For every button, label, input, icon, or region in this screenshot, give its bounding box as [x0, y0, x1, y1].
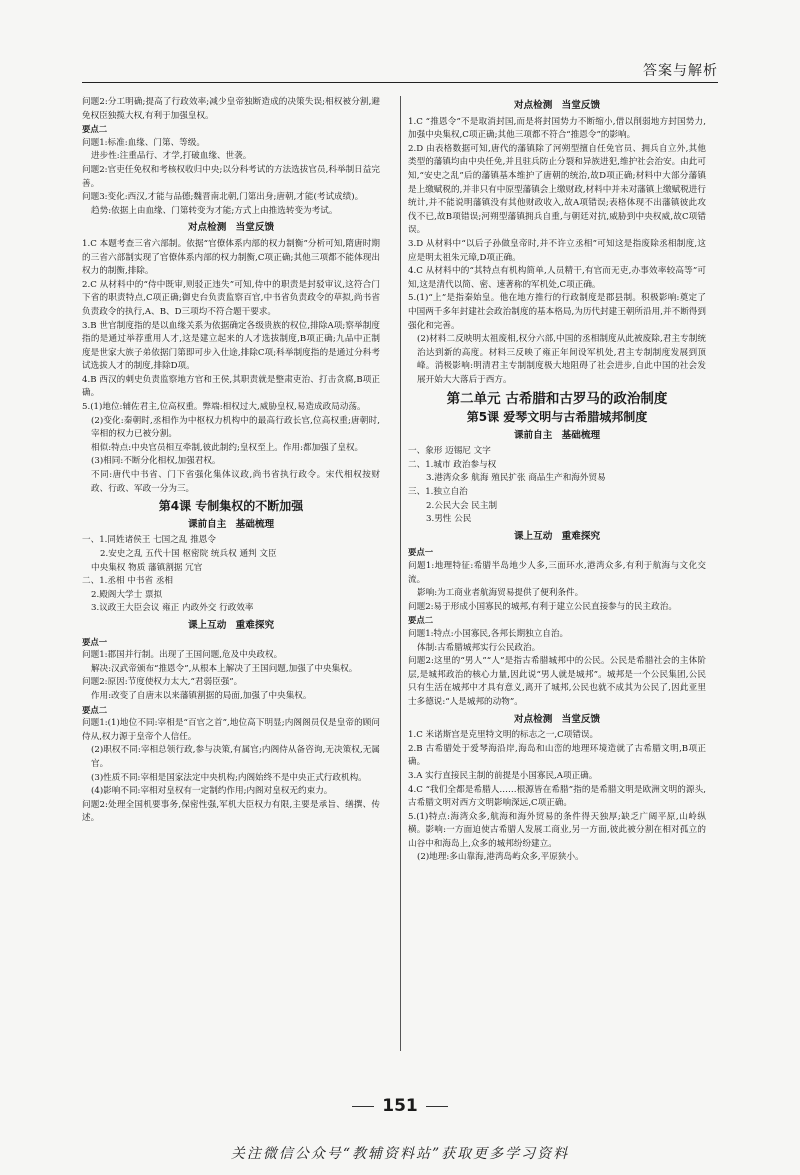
answer-paragraph: (4)影响不同:宰相对皇权有一定制约作用;内阁对皇权无约束力。	[91, 786, 333, 797]
answer-paragraph: (2)变化:秦朝时,丞相作为中枢权力机构中的最高行政长官,位高权重;唐朝时,宰相的权力已被分割。	[91, 415, 380, 440]
answer-paragraph: 问题2:这里的“男人”“人”是指古希腊城邦中的公民。公民是希腊社会的主体阶层,是城邦政治的核心力量,因此说“男人就是城邦”。城邦是一个公民集团,公民只有生活在城邦中才具有意义,离开了城邦,公民也就不成其为公民了,因此亚里士多德说:“人是城邦的动物”。	[408, 656, 706, 707]
section-label: 要点二	[82, 704, 108, 715]
answer-paragraph: (3)性质不同:宰相是国家法定中央机构;内阁始终不是中央正式行政机构。	[91, 772, 367, 783]
answer-paragraph: 一、象形 迈锡尼 文字	[408, 446, 491, 457]
answer-paragraph: 问题2:易于形成小国寡民的城邦,有利于建立公民直接参与的民主政治。	[408, 601, 677, 612]
answer-paragraph: 问题2:原因:节度使权力太大,“君弱臣强”。	[82, 677, 243, 688]
answer-paragraph: 问题2:分工明确;提高了行政效率;减少皇帝独断造成的决策失误;相权被分割,避免权臣独揽大权,有利于加强皇权。	[82, 97, 380, 121]
answer-paragraph: 问题1:郡国并行制。出现了王国问题,危及中央政权。	[82, 650, 283, 661]
answer-paragraph: 问题1:地理特征:希腊半岛地少人多,三面环水,港湾众多,有利于航海与文化交流。	[408, 561, 706, 585]
answer-paragraph: (3)相同:不断分化相权,加强君权。	[91, 456, 221, 467]
answer-paragraph: 2.殿阁大学士 票拟	[91, 589, 163, 600]
answer-paragraph: 问题3:变化:西汉,才能与品德;魏晋南北朝,门第出身;唐朝,才能(考试成绩)。	[82, 192, 364, 203]
answer-paragraph: 问题2:处理全国机要事务,保密性强,军机大臣权力有限,主要是承旨、缮撰、传述。	[82, 799, 380, 824]
answer-paragraph: 1.C 本题考查三省六部制。依据“官僚体系内部的权力制衡”分析可知,隋唐时期的三省六部制实现了官僚体系内部的权力制衡,C项正确;其他三项都不能体现出权力的制衡,排除。	[82, 238, 380, 277]
answer-paragraph: 5.(1)“上”是指秦始皇。他在地方推行的行政制度是郡县制。积极影响:奠定了中国两千多年封建社会政治制度的基本格局,为历代封建王朝所沿用,并不断得到强化和完善。	[408, 293, 706, 331]
answer-paragraph: 趋势:依据上由血缘、门第转变为才能;方式上由推选转变为考试。	[91, 205, 338, 216]
subsection-heading: 对点检测 当堂反馈	[187, 222, 275, 234]
answer-paragraph: 问题1:标准:血缘、门第、等级。	[82, 137, 205, 148]
subsection-heading: 课前自主 基础梳理	[513, 429, 601, 441]
subsection-heading: 对点检测 当堂反馈	[513, 713, 601, 725]
section-label: 要点二	[408, 615, 434, 626]
section-label: 要点一	[408, 547, 434, 558]
answer-paragraph: 2.C 从材料中的“侍中既审,则驳正违失”可知,侍中的职责是封驳审议,这符合门下省的职责特点,C项正确;御史台负责监察百官,中书省负责政令的草拟,尚书省负责政令的执行,A、B、D三项均不符合题干要求。	[82, 279, 380, 317]
answer-paragraph: 问题1:特点:小国寡民,各邦长期独立自治。	[408, 628, 569, 639]
answer-paragraph: 3.B 世官制度指的是以血缘关系为依据确定各级贵族的权位,排除A项;察举制度指的是通过举荐重用人才,这是建立起来的人才选拔制度,B项正确;九品中正制度是世家大族子弟依据门第即可步入仕途,排除C项;科举制度指的是通过分科考试选拔人才的制度,排除D项。	[82, 320, 380, 372]
page-number: 151	[382, 1096, 418, 1116]
answer-paragraph: 4.B 西汉的刺史负责监察地方官和王侯,其职责就是整肃吏治、打击贪腐,B项正确。	[82, 374, 380, 399]
header-title: 答案与解析	[643, 63, 718, 79]
lesson-title: 第4课 专制集权的不断加强	[158, 499, 304, 514]
answer-paragraph: 3.港湾众多 航海 殖民扩张 商品生产和海外贸易	[426, 473, 606, 484]
answer-paragraph: 三、1.独立自治	[408, 487, 468, 498]
lesson-title: 第5课 爱琴文明与古希腊城邦制度	[466, 410, 648, 425]
answer-paragraph: 体制:古希腊城邦实行公民政治。	[417, 642, 541, 653]
answer-paragraph: 影响:为工商业者航海贸易提供了便利条件。	[417, 588, 584, 599]
page-header	[82, 60, 718, 83]
unit-title: 第二单元 古希腊和古罗马的政治制度	[446, 391, 668, 408]
answer-paragraph: 2.D 由表格数据可知,唐代的藩镇除了河朔型擅自任免官员、拥兵自立外,其他类型的藩镇均由中央任免,并且驻兵防止分裂和异族进犯,维护社会治安。由此可知,“安史之乱”后的藩镇基本维护了唐朝的统治,故D项正确;材料中大部分藩镇是上缴赋税的,并非只有中原型藩镇会上缴财政,材料中并未对藩镇上缴赋税进行统计,并不能说明藩镇没有其他财政收入,故A项错误;表格体现不出藩镇彼此攻伐不已,故B项错误;河朔型藩镇拥兵自重,与朝廷对抗,威胁到中央权威,故C项错误。	[408, 143, 706, 236]
page-number-area	[0, 1096, 800, 1116]
footer-note: 关注微信公众号“教辅资料站”获取更多学习资料	[230, 1146, 570, 1162]
answer-paragraph: 1.C “推恩令”不是取消封国,而是将封国势力不断缩小,借以削弱地方封国势力,加强中央集权,C项正确;其他三项都不符合“推恩令”的影响。	[408, 116, 706, 141]
answer-paragraph: 5.(1)地位:辅佐君主,位高权重。弊端:相权过大,威胁皇权,易造成政局动荡。	[82, 402, 366, 413]
section-label: 要点二	[82, 124, 108, 135]
answer-paragraph: 二、1.丞相 中书省 丞相	[82, 576, 174, 587]
answer-paragraph: 4.C “我们全都是希腊人……根源皆在希腊”指的是希腊文明是欧洲文明的源头,古希腊文明对西方文明影响深远,C项正确。	[408, 784, 706, 809]
answer-paragraph: 二、1.城市 政治参与权	[408, 459, 497, 470]
answer-paragraph: 解决:汉武帝颁布“推恩令”,从根本上解决了王国问题,加强了中央集权。	[91, 663, 358, 674]
answer-paragraph: 3.D 从材料中“以后子孙做皇帝时,并不许立丞相”可知这是指废除丞相制度,这应是明太祖朱元璋,D项正确。	[408, 238, 706, 263]
answer-paragraph: 相似:特点:中央官员相互牵制,彼此制约;皇权至上。作用:都加强了皇权。	[91, 442, 364, 453]
subsection-heading: 对点检测 当堂反馈	[513, 100, 601, 111]
answer-paragraph: 中央集权 物质 藩镇割据 冗官	[91, 562, 203, 573]
answer-paragraph: 进步性:注重品行、才学,打破血缘、世袭。	[91, 151, 252, 162]
answer-paragraph: 3.A 实行直接民主制的前提是小国寡民,A项正确。	[408, 770, 598, 781]
column-divider	[400, 96, 401, 1051]
answer-paragraph: 问题2:官吏任免权和考核权收归中央;以分科考试的方法选拔官员,科举制日益完善。	[82, 164, 380, 189]
answer-paragraph: 2.安史之乱 五代十国 枢密院 统兵权 通判 文臣	[100, 549, 277, 559]
subsection-heading: 课上互动 重难探究	[513, 530, 601, 542]
subsection-heading: 课前自主 基础梳理	[187, 518, 275, 530]
answer-paragraph: 1.C 米诺斯宫是克里特文明的标志之一,C项错误。	[408, 730, 599, 741]
answer-paragraph: 3.男性 公民	[426, 514, 472, 525]
answer-paragraph: 2.B 古希腊处于爱琴海沿岸,海岛和山峦的地理环境造就了古希腊文明,B项正确。	[408, 743, 706, 768]
section-label: 要点一	[82, 636, 108, 647]
answer-paragraph: 一、1.同姓诸侯王 七国之乱 推恩令	[82, 535, 216, 546]
answer-paragraph: (2)职权不同:宰相总领行政,参与决策,有属官;内阁侍从备咨询,无决策权,无属官。	[91, 745, 380, 769]
answer-paragraph: 3.议政王大臣会议 雍正 内政外交 行政效率	[91, 603, 254, 614]
answer-paragraph: 作用:改变了自唐末以来藩镇割据的局面,加强了中央集权。	[91, 690, 312, 701]
answer-paragraph: 5.(1)特点:海湾众多,航海和海外贸易的条件得天独厚;缺乏广阔平原,山岭纵横。影响:一方面迫使古希腊人发展工商业,另一方面,彼此被分割在相对孤立的山谷中和海岛上,众多的城邦纷纷建立。	[408, 811, 706, 849]
subsection-heading: 课上互动 重难探究	[187, 619, 275, 631]
answer-paragraph: 4.C 从材料中的“其特点有机构简单,人员精干,有官而无吏,办事效率较高等”可知,这是清代以简、密、速著称的军机处,C项正确。	[408, 266, 706, 290]
left-column	[82, 96, 380, 826]
answer-paragraph: 问题1:(1)地位不同:宰相是“百官之首”,地位高下明显;内阁阁员仅是皇帝的顾问侍从,权力源于皇帝个人信任。	[82, 718, 380, 742]
answer-paragraph: (2)材料二反映明太祖废相,权分六部,中国的丞相制度从此被废除,君主专制统治达到新的高度。材料三反映了雍正年间设军机处,君主专制制度发展到顶峰。消极影响:明清君主专制制度极大地阻碍了社会进步,自此中国的社会发展开始大大落后于西方。	[417, 334, 706, 385]
answer-paragraph: (2)地理:多山靠海,港湾岛屿众多,平原狭小。	[417, 852, 584, 863]
right-column	[408, 96, 706, 865]
answer-paragraph: 2.公民大会 民主制	[426, 500, 498, 511]
answer-paragraph: 不同:唐代中书省、门下省强化集体议政,尚书省执行政令。宋代相权按财政、行政、军政一分为三。	[91, 470, 380, 494]
